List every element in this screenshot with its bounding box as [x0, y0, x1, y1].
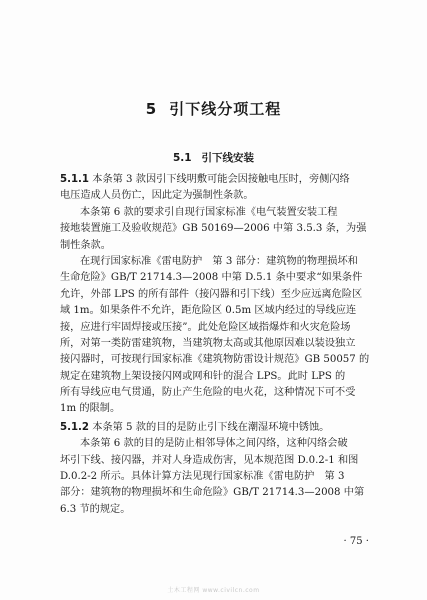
- line-text: 本条第 3 款因引下线明敷可能会因接触电压时，旁侧闪络: [89, 174, 350, 185]
- section-number: 5.1: [172, 152, 192, 164]
- text-line: [60, 270, 386, 286]
- line-text: 接地装置施工及验收规范》GB 50169—2006 中第 3.5.3 条，为强: [60, 223, 367, 235]
- line-text: 所，对第一类防雷建筑物，当建筑物太高或其他原因难以装设独立: [60, 337, 356, 349]
- text-line: [60, 303, 386, 319]
- chapter-title-text: 引下线分项工程: [169, 100, 282, 118]
- text-line: [60, 436, 386, 452]
- section-title-text: 引下线安装: [201, 152, 255, 164]
- text-line: [60, 485, 386, 501]
- text-line: [60, 287, 386, 303]
- clause-number: 5.1.2: [60, 421, 90, 433]
- line-text: 在现行国家标准《雷电防护 第 3 部分：建筑物的物理损坏和: [80, 255, 358, 267]
- text-line: [60, 238, 386, 254]
- text-line: [60, 401, 386, 417]
- page-number: · 75 ·: [343, 536, 369, 547]
- text-line: [60, 385, 386, 401]
- clause-number: 5.1.1: [60, 174, 90, 185]
- line-text: 本条第 6 款的目的是防止相邻导体之间闪络，这种闪络会破: [80, 438, 348, 450]
- line-text: 接闪器时，可按现行国家标准《建筑物防雷设计规范》GB 50057 的: [60, 354, 370, 366]
- text-line: [60, 502, 386, 518]
- line-text: 域 1m。如果条件不允许，距危险区 0.5m 区域内经过的导线应连: [60, 305, 357, 317]
- body-text: [60, 172, 386, 518]
- line-text: 接，应进行牢固焊接或压接”。此处危险区域指爆炸和火灾危险场: [60, 321, 351, 333]
- line-text: D.0.2-2 所示。具体计算方法见现行国家标准《雷电防护 第 3: [60, 471, 345, 483]
- text-line: [60, 352, 386, 368]
- text-line: [60, 369, 386, 385]
- line-text: 本条第 5 款的目的是防止引下线在潮湿环境中锈蚀。: [89, 421, 330, 433]
- text-line: [60, 320, 386, 336]
- watermark: 土木工程网 www.civilcn.com: [167, 587, 260, 594]
- text-line: [60, 420, 386, 436]
- line-text: 所有导线应电气贯通，防止产生危险的电火花，这种情况下可不受: [60, 387, 356, 399]
- line-text: 生命危险》GB/T 21714.3—2008 中第 D.5.1 条中要求“如果条件: [60, 272, 363, 284]
- line-text: 部分：建筑物的物理损坏和生命危险》GB/T 21714.3—2008 中第: [60, 487, 365, 499]
- line-text: 制性条款。: [60, 239, 111, 251]
- chapter-number: 5: [145, 100, 158, 118]
- text-line: [60, 336, 386, 352]
- text-line: [60, 221, 386, 237]
- line-text: 本条第 6 款的要求引自现行国家标准《电气装置安装工程: [80, 206, 338, 218]
- section-title: [0, 150, 427, 165]
- text-line: [60, 188, 386, 204]
- text-line: [60, 205, 386, 221]
- line-text: 1m 的限制。: [60, 403, 121, 415]
- text-line: [60, 172, 386, 188]
- text-line: [60, 469, 386, 485]
- text-line: [60, 254, 386, 270]
- text-line: [60, 453, 386, 469]
- line-text: 允许，外部 LPS 的所有部件（接闪器和引下线）至少应远离危险区: [60, 288, 363, 300]
- line-text: 电压造成人员伤亡，因此定为强制性条款。: [60, 190, 254, 202]
- line-text: 坏引下线、接闪器，并对人身造成伤害，见本规范图 D.0.2-1 和图: [60, 454, 359, 466]
- line-text: 6.3 节的规定。: [60, 503, 131, 515]
- chapter-title: [0, 98, 427, 119]
- line-text: 规定在建筑物上架设接闪网或网和针的混合 LPS。此时 LPS 的: [60, 370, 346, 382]
